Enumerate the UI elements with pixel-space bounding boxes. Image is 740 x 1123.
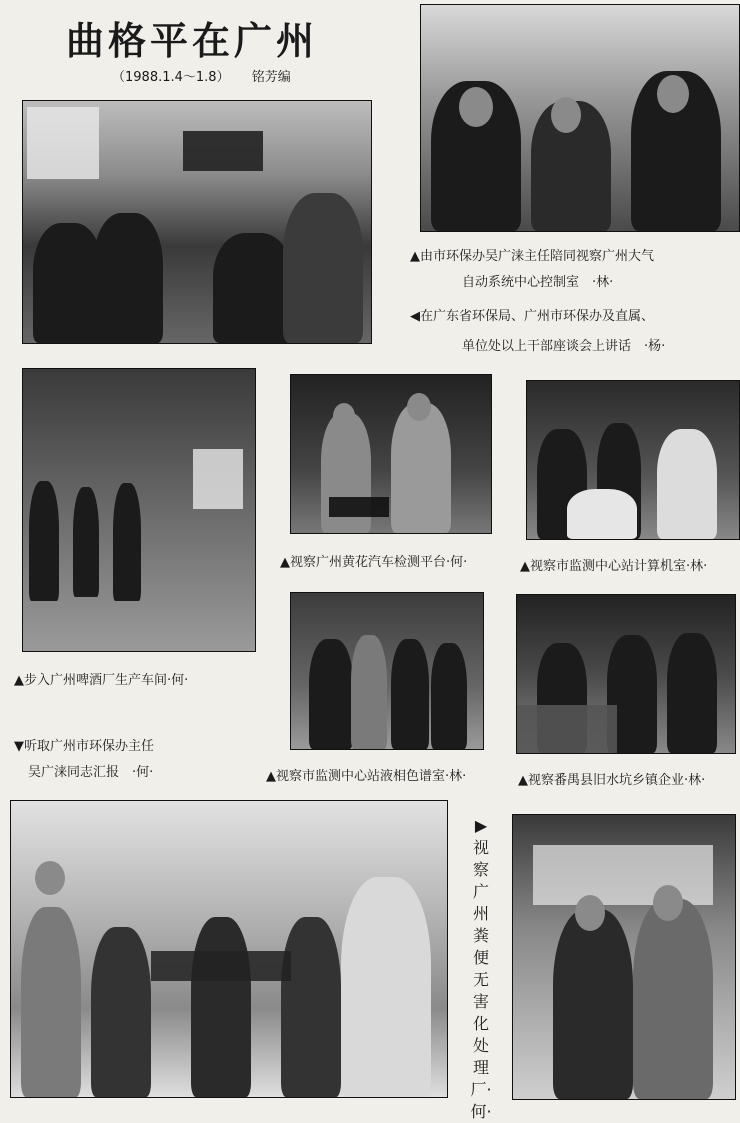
caption-vehicle-inspection: ▲视察广州黄花汽车检测平台·何· — [280, 555, 468, 570]
date-range: （1988.1.4～1.8） — [112, 70, 230, 85]
caption-brewery-workshop: ▲步入广州啤酒厂生产车间·何· — [14, 673, 189, 688]
caption-township-enterprise: ▲视察番禺县旧水坑乡镇企业·林· — [518, 773, 706, 788]
caption-briefing-2: 吴广涞同志汇报 ·何· — [28, 765, 154, 780]
photo-township-enterprise — [516, 594, 736, 754]
caption-computer-room: ▲视察市监测中心站计算机室·林· — [520, 559, 708, 574]
caption-control-room-2: 自动系统中心控制室 ·林· — [462, 275, 614, 290]
page-title: 曲格平在广州 — [66, 18, 319, 63]
photo-vehicle-inspection — [290, 374, 492, 534]
photo-control-room — [420, 4, 740, 232]
caption-briefing-1: ▼听取广州市环保办主任 — [14, 739, 154, 754]
date-byline — [112, 66, 291, 85]
author: 铭芳编 — [251, 70, 291, 85]
caption-sewage-plant-vertical: ▶视察广州粪便无害化处理厂·何· — [470, 816, 492, 1121]
photo-meeting-room — [22, 100, 372, 344]
photo-computer-room — [526, 380, 740, 540]
caption-meeting-1: ◀在广东省环保局、广州市环保办及直属、 — [410, 309, 654, 324]
photo-brewery-workshop — [22, 368, 256, 652]
photo-sewage-plant — [512, 814, 736, 1100]
photo-briefing-lounge — [10, 800, 448, 1098]
caption-control-room-1: ▲由市环保办吴广涞主任陪同视察广州大气 — [410, 249, 654, 264]
photo-chromatography-room — [290, 592, 484, 750]
caption-chromatography-room: ▲视察市监测中心站液相色谱室·林· — [266, 769, 467, 784]
caption-meeting-2: 单位处以上干部座谈会上讲话 ·杨· — [462, 339, 666, 354]
